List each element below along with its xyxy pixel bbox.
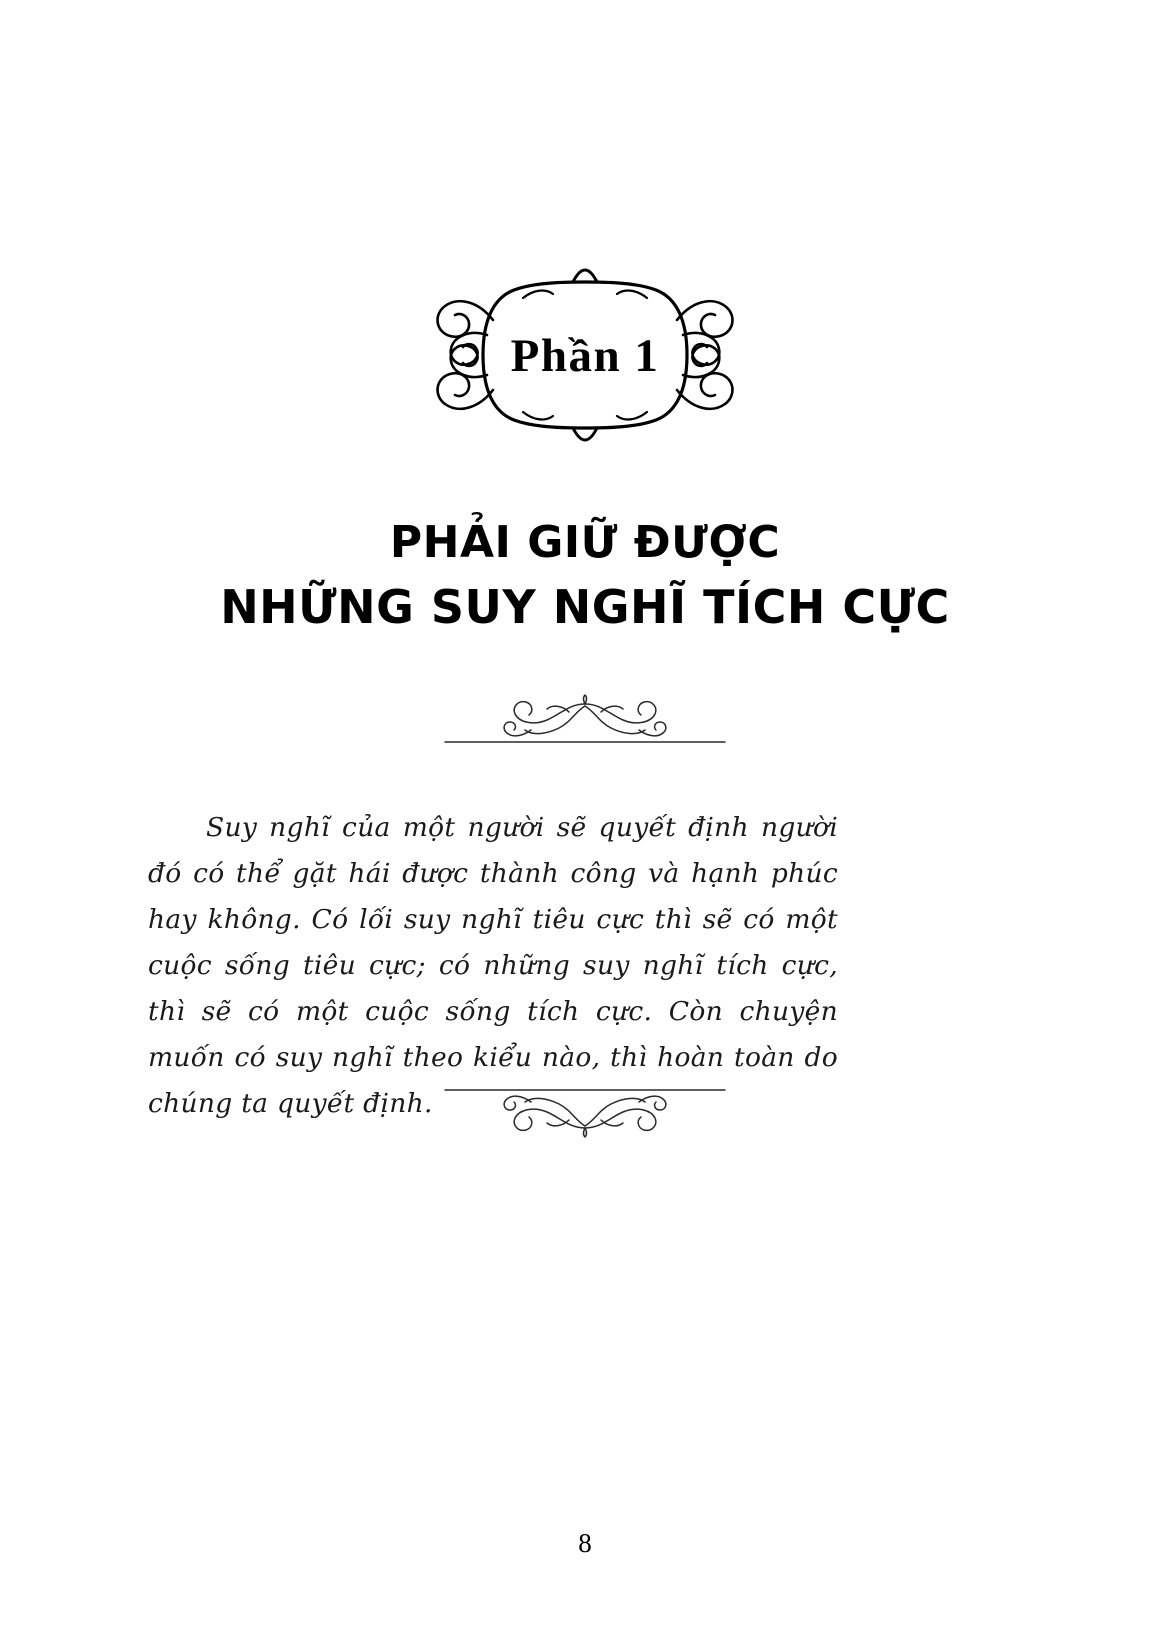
chapter-title-line-1: PHẢI GIỮ ĐƯỢC — [389, 517, 781, 569]
part-label: Phần 1 — [510, 329, 660, 382]
part-badge — [405, 258, 765, 453]
body-paragraph: Suy nghĩ của một người sẽ quyết định người đó có thể gặt hái được thành công và hạnh phúc hay không. Có lối suy nghĩ tiêu cực thì sẽ có một cuộc sống tiêu cực; có những suy nghĩ tích cực, thì sẽ có một cuộc sống tích cực. Còn chuyện muốn có suy nghĩ theo kiểu nào, thì hoàn toàn do chúng ta quyết định. — [148, 811, 838, 1119]
flourish-ornament-top — [435, 690, 735, 750]
flourish-ornament-bottom — [435, 1082, 735, 1142]
page-number: 8 — [578, 1528, 592, 1558]
flourish-bottom-icon — [435, 1082, 735, 1142]
page-title — [0, 511, 1170, 639]
flourish-top-icon — [435, 690, 735, 750]
chapter-title-line-2: NHỮNG SUY NGHĨ TÍCH CỰC — [220, 580, 950, 635]
